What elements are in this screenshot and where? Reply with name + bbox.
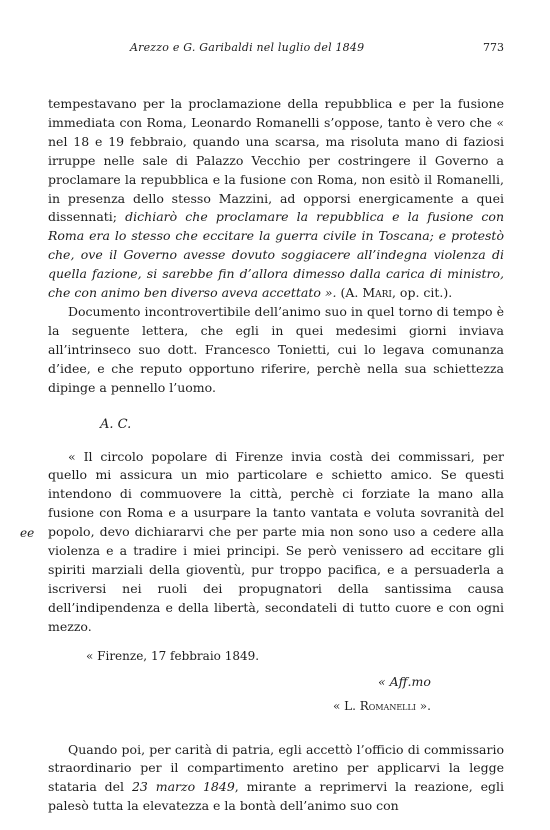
paragraph-3-text: Quando poi, per carità di patria, egli accettò l’officio di commissario straordinario per il compartimento aretino per applicarvi la legge stataria del — [48, 741, 504, 795]
margin-annotation: ee — [20, 526, 35, 540]
paragraph-1-text: tempestavano per la proclamazione della repubblica e per la fusione immediata con Roma, Leonardo Romanelli s’oppose, tanto è vero che « nel 18 e 19 febbraio, quando una scarsa, ma risoluta mano di faziosi irruppe nelle sale di Palazzo Vecchio per costringere il Governo a proclamare la repubblica e la fusione con Roma, non esitò il Romanelli, in presenza dello stesso Mazzini, ad opporsi energicamente a quei dissennati; — [48, 96, 504, 225]
letter-salutation: A. C. — [100, 416, 132, 432]
running-header — [48, 38, 504, 60]
citation-open: (A. — [336, 285, 363, 301]
letter-closing: « Aff.mo — [378, 673, 431, 689]
paragraph-3-text-end: , mirante a reprimervi la reazione, egli palesò tutta la elevatezza e la bontà dell’animo suo con — [48, 779, 504, 814]
letter-body: « Il circolo popolare di Firenze invia costà dei commissari, per quello mi assicura un mio particolare e schietto amico. Se questi intendono di commuovere la città, perchè ci forziate la mano alla fusione con Roma e a usurpare la tanto vantata e voluta sovranità del popolo, devo dichiararvi che per parte mia non sono uso a cedere alla violenza e a tradire i miei principi. Se però venissero ad eccitare gli spiriti marziali della gioventù, pur troppo pacifica, e a persuaderla a iscriversi nei ruoli dei propugnatori della santissima causa dell’indipendenza e della libertà, secondateli di tutto cuore e con ogni mezzo. — [48, 448, 504, 634]
signature-name: Romanelli — [359, 698, 416, 713]
paragraph-1 — [48, 95, 504, 303]
paragraph-1-quote: dichiarò che proclamare la repubblica e la fusione con Roma era lo stesso che eccitare la guerra civile in Toscana; e protestò che, ove il Governo avesse dovuto soggiacere all’indegna violenza di quella fazione, si sarebbe fin d’allora dimesso dalla carica di ministro, che con animo ben diverso aveva accettato ». — [48, 209, 504, 301]
paragraph-3 — [48, 741, 504, 817]
page-number: 773 — [483, 41, 504, 54]
signature-prefix: « L. — [333, 698, 360, 713]
signature-suffix: ». — [415, 698, 431, 713]
letter-signature — [333, 697, 504, 715]
paragraph-3-date: 23 marzo 1849 — [131, 779, 235, 795]
citation-close: , op. cit.). — [391, 285, 453, 301]
running-title: Arezzo e G. Garibaldi nel luglio del 1849 — [130, 41, 365, 54]
citation-author: Mari — [362, 285, 392, 301]
letter-date: « Firenze, 17 febbraio 1849. — [86, 648, 260, 663]
book-page — [48, 38, 504, 816]
paragraph-2: Documento incontrovertibile dell’animo suo in quel torno di tempo è la seguente lettera, che egli in quei medesimi giorni inviava all’intrinseco suo dott. Francesco Tonietti, cui lo legava comunanza d’idee, e che reputo opportuno riferire, perchè nella sua schiettezza dipinge a pennello l’uomo. — [48, 303, 504, 395]
